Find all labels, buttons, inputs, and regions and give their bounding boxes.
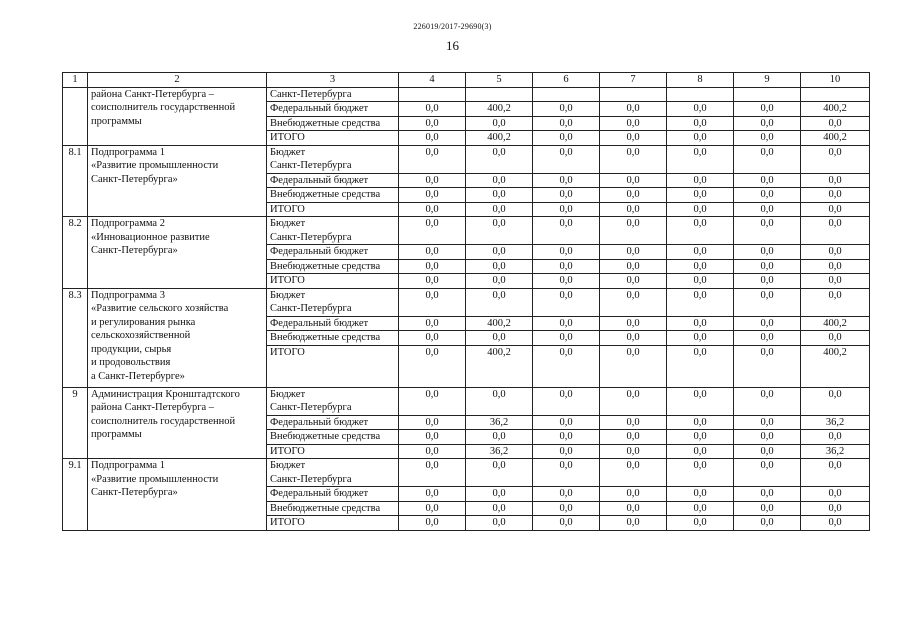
amount-cell: 36,2: [801, 415, 870, 430]
amount-cell: 0,0: [533, 487, 600, 502]
amount-cell: 0,0: [667, 259, 734, 274]
amount-cell: 0,0: [734, 259, 801, 274]
amount-cell: 0,0: [533, 331, 600, 346]
amount-cell: 0,0: [533, 501, 600, 516]
amount-cell: [667, 87, 734, 102]
amount-cell: 0,0: [734, 501, 801, 516]
amount-cell: 0,0: [667, 345, 734, 387]
amount-cell: 0,0: [600, 145, 667, 173]
amount-cell: 0,0: [399, 444, 466, 459]
amount-cell: 0,0: [600, 131, 667, 146]
amount-cell: 0,0: [734, 444, 801, 459]
amount-cell: 0,0: [667, 459, 734, 487]
amount-cell: 0,0: [399, 217, 466, 245]
amount-cell: 0,0: [801, 430, 870, 445]
amount-cell: 0,0: [533, 345, 600, 387]
amount-cell: 0,0: [600, 288, 667, 316]
amount-cell: 0,0: [667, 188, 734, 203]
amount-cell: 0,0: [734, 387, 801, 415]
executor-name-line: «Развитие промышленности: [91, 160, 219, 171]
table-row: [63, 459, 870, 487]
amount-cell: 0,0: [667, 501, 734, 516]
amount-cell: 0,0: [667, 331, 734, 346]
amount-cell: 400,2: [466, 345, 533, 387]
executor-name: [88, 145, 267, 217]
amount-cell: 0,0: [533, 288, 600, 316]
funding-source: Бюджет Санкт-Петербурга: [267, 288, 399, 316]
amount-cell: 0,0: [600, 173, 667, 188]
amount-cell: 0,0: [600, 217, 667, 245]
amount-cell: 0,0: [801, 501, 870, 516]
amount-cell: 0,0: [466, 202, 533, 217]
amount-cell: 36,2: [466, 415, 533, 430]
amount-cell: 0,0: [466, 173, 533, 188]
amount-cell: 0,0: [667, 415, 734, 430]
amount-cell: 0,0: [600, 444, 667, 459]
amount-cell: 0,0: [734, 516, 801, 531]
amount-cell: [600, 87, 667, 102]
column-number-row: [63, 73, 870, 88]
funding-source: Федеральный бюджет: [267, 173, 399, 188]
executor-name-line: а Санкт-Петербурге»: [91, 370, 185, 382]
table-row: [63, 217, 870, 245]
executor-name-line: программы: [91, 115, 142, 127]
amount-cell: 0,0: [667, 116, 734, 131]
table-row: [63, 387, 870, 415]
amount-cell: 0,0: [734, 487, 801, 502]
amount-cell: 0,0: [533, 202, 600, 217]
amount-cell: 0,0: [466, 217, 533, 245]
amount-cell: 0,0: [399, 430, 466, 445]
row-number: 9.1: [63, 459, 88, 531]
amount-cell: 0,0: [801, 288, 870, 316]
amount-cell: 0,0: [466, 430, 533, 445]
column-number: 8: [667, 73, 734, 88]
funding-source: ИТОГО: [267, 274, 399, 289]
amount-cell: 0,0: [466, 116, 533, 131]
amount-cell: 0,0: [600, 102, 667, 117]
funding-source: Бюджет Санкт-Петербурга: [267, 145, 399, 173]
amount-cell: 0,0: [399, 415, 466, 430]
amount-cell: 0,0: [734, 173, 801, 188]
amount-cell: [466, 87, 533, 102]
amount-cell: 0,0: [600, 387, 667, 415]
executor-name: [88, 459, 267, 531]
executor-name-line: Санкт-Петербурга»: [91, 245, 178, 256]
amount-cell: 0,0: [466, 188, 533, 203]
amount-cell: 0,0: [801, 245, 870, 260]
amount-cell: 0,0: [600, 202, 667, 217]
amount-cell: 0,0: [667, 102, 734, 117]
column-number: 7: [600, 73, 667, 88]
column-number: 9: [734, 73, 801, 88]
amount-cell: 0,0: [801, 188, 870, 203]
amount-cell: 0,0: [466, 501, 533, 516]
amount-cell: 0,0: [667, 131, 734, 146]
amount-cell: 0,0: [734, 202, 801, 217]
amount-cell: 0,0: [533, 131, 600, 146]
amount-cell: 0,0: [466, 331, 533, 346]
amount-cell: 0,0: [533, 459, 600, 487]
amount-cell: 0,0: [600, 459, 667, 487]
funding-source: Федеральный бюджет: [267, 102, 399, 117]
amount-cell: 0,0: [466, 274, 533, 289]
amount-cell: 0,0: [801, 459, 870, 487]
executor-name-line: Подпрограмма 1: [91, 460, 165, 471]
amount-cell: 0,0: [801, 202, 870, 217]
row-number: 9: [63, 387, 88, 459]
amount-cell: 0,0: [399, 173, 466, 188]
amount-cell: 0,0: [734, 116, 801, 131]
amount-cell: 0,0: [533, 217, 600, 245]
executor-name: [88, 87, 267, 145]
amount-cell: 0,0: [399, 459, 466, 487]
amount-cell: 0,0: [399, 487, 466, 502]
executor-name-line: соисполнитель государственной: [91, 415, 236, 427]
amount-cell: 0,0: [399, 316, 466, 331]
executor-name-line: «Развитие промышленности: [91, 473, 219, 485]
amount-cell: [533, 87, 600, 102]
funding-source: ИТОГО: [267, 202, 399, 217]
amount-cell: 0,0: [399, 202, 466, 217]
amount-cell: 0,0: [600, 501, 667, 516]
table-row: [63, 87, 870, 102]
amount-cell: 0,0: [533, 259, 600, 274]
amount-cell: 0,0: [399, 516, 466, 531]
amount-cell: 0,0: [466, 459, 533, 487]
amount-cell: 0,0: [399, 116, 466, 131]
amount-cell: 0,0: [399, 145, 466, 173]
funding-source: ИТОГО: [267, 131, 399, 146]
amount-cell: 0,0: [533, 245, 600, 260]
table-row: [63, 145, 870, 173]
amount-cell: 0,0: [801, 274, 870, 289]
amount-cell: 0,0: [600, 487, 667, 502]
amount-cell: 0,0: [801, 331, 870, 346]
funding-source: Санкт-Петербурга: [267, 87, 399, 102]
amount-cell: 0,0: [533, 387, 600, 415]
row-number: 8.1: [63, 145, 88, 217]
amount-cell: 0,0: [734, 131, 801, 146]
amount-cell: 0,0: [734, 217, 801, 245]
row-number: [63, 87, 88, 145]
amount-cell: 0,0: [466, 288, 533, 316]
amount-cell: 0,0: [667, 444, 734, 459]
amount-cell: 0,0: [801, 387, 870, 415]
amount-cell: 0,0: [466, 516, 533, 531]
table-row: [63, 288, 870, 316]
executor-name-line: Подпрограмма 2: [91, 218, 165, 229]
amount-cell: 0,0: [533, 173, 600, 188]
amount-cell: 0,0: [801, 487, 870, 502]
amount-cell: 0,0: [466, 259, 533, 274]
funding-source: ИТОГО: [267, 345, 399, 387]
amount-cell: 0,0: [533, 415, 600, 430]
executor-name-line: соисполнитель государственной: [91, 102, 236, 113]
amount-cell: 0,0: [600, 245, 667, 260]
column-number: 2: [88, 73, 267, 88]
amount-cell: 0,0: [734, 316, 801, 331]
funding-source: Внебюджетные средства: [267, 331, 399, 346]
executor-name-line: «Инновационное развитие: [91, 231, 210, 243]
executor-name-line: Подпрограмма 1: [91, 146, 165, 158]
executor-name-line: продукции, сырья: [91, 343, 172, 355]
amount-cell: 0,0: [801, 173, 870, 188]
amount-cell: 0,0: [801, 259, 870, 274]
column-number: 5: [466, 73, 533, 88]
funding-source: Федеральный бюджет: [267, 487, 399, 502]
amount-cell: 0,0: [667, 516, 734, 531]
column-number: 6: [533, 73, 600, 88]
amount-cell: 0,0: [399, 259, 466, 274]
amount-cell: 0,0: [734, 415, 801, 430]
amount-cell: 0,0: [734, 331, 801, 346]
amount-cell: 400,2: [801, 345, 870, 387]
amount-cell: [399, 87, 466, 102]
amount-cell: 0,0: [734, 145, 801, 173]
amount-cell: 0,0: [533, 430, 600, 445]
funding-source: Федеральный бюджет: [267, 316, 399, 331]
funding-source: Внебюджетные средства: [267, 116, 399, 131]
amount-cell: 400,2: [466, 131, 533, 146]
executor-name-line: Администрация Кронштадтского: [91, 388, 240, 400]
amount-cell: 0,0: [667, 245, 734, 260]
amount-cell: 0,0: [801, 516, 870, 531]
amount-cell: 0,0: [600, 274, 667, 289]
amount-cell: 0,0: [533, 516, 600, 531]
amount-cell: 400,2: [801, 316, 870, 331]
amount-cell: 0,0: [399, 331, 466, 346]
amount-cell: 0,0: [399, 501, 466, 516]
funding-source: Федеральный бюджет: [267, 415, 399, 430]
amount-cell: 0,0: [801, 145, 870, 173]
executor-name-line: программы: [91, 429, 142, 440]
column-number: 1: [63, 73, 88, 88]
amount-cell: 0,0: [466, 487, 533, 502]
amount-cell: 0,0: [533, 188, 600, 203]
amount-cell: 0,0: [600, 430, 667, 445]
executor-name-line: Подпрограмма 3: [91, 289, 165, 301]
amount-cell: 0,0: [667, 487, 734, 502]
amount-cell: 0,0: [734, 102, 801, 117]
amount-cell: 0,0: [734, 288, 801, 316]
amount-cell: 36,2: [801, 444, 870, 459]
amount-cell: 0,0: [399, 274, 466, 289]
amount-cell: 0,0: [533, 145, 600, 173]
amount-cell: [801, 87, 870, 102]
amount-cell: 0,0: [533, 116, 600, 131]
column-number: 4: [399, 73, 466, 88]
amount-cell: 0,0: [667, 288, 734, 316]
document-number: 226019/2017-29690(3): [413, 22, 492, 31]
amount-cell: 36,2: [466, 444, 533, 459]
amount-cell: 0,0: [667, 217, 734, 245]
amount-cell: 400,2: [466, 316, 533, 331]
amount-cell: 0,0: [466, 245, 533, 260]
funding-source: ИТОГО: [267, 516, 399, 531]
amount-cell: 0,0: [399, 387, 466, 415]
row-number: 8.2: [63, 217, 88, 289]
amount-cell: 0,0: [600, 516, 667, 531]
amount-cell: 0,0: [399, 102, 466, 117]
amount-cell: 0,0: [600, 316, 667, 331]
row-number: 8.3: [63, 288, 88, 387]
amount-cell: 0,0: [533, 274, 600, 289]
amount-cell: 0,0: [399, 288, 466, 316]
executor-name-line: Санкт-Петербурга»: [91, 487, 178, 498]
amount-cell: 0,0: [734, 430, 801, 445]
amount-cell: 0,0: [734, 459, 801, 487]
amount-cell: 0,0: [533, 444, 600, 459]
amount-cell: 0,0: [734, 245, 801, 260]
funding-source: Бюджет Санкт-Петербурга: [267, 217, 399, 245]
amount-cell: 0,0: [600, 188, 667, 203]
amount-cell: 0,0: [466, 145, 533, 173]
amount-cell: 0,0: [533, 316, 600, 331]
amount-cell: 0,0: [667, 202, 734, 217]
amount-cell: 0,0: [399, 345, 466, 387]
amount-cell: 0,0: [533, 102, 600, 117]
funding-source: Внебюджетные средства: [267, 259, 399, 274]
amount-cell: 0,0: [600, 259, 667, 274]
page-number: 16: [446, 38, 459, 53]
funding-source: Бюджет Санкт-Петербурга: [267, 459, 399, 487]
amount-cell: [734, 87, 801, 102]
amount-cell: 0,0: [734, 274, 801, 289]
amount-cell: 0,0: [667, 145, 734, 173]
amount-cell: 0,0: [801, 116, 870, 131]
executor-name-line: и регулирования рынка: [91, 316, 196, 328]
funding-source: Внебюджетные средства: [267, 501, 399, 516]
executor-name-line: и продовольствия: [91, 357, 171, 368]
amount-cell: 0,0: [667, 430, 734, 445]
amount-cell: 0,0: [667, 387, 734, 415]
amount-cell: 0,0: [801, 217, 870, 245]
amount-cell: 0,0: [667, 173, 734, 188]
amount-cell: 0,0: [600, 345, 667, 387]
funding-source: ИТОГО: [267, 444, 399, 459]
amount-cell: 0,0: [667, 274, 734, 289]
amount-cell: 0,0: [399, 131, 466, 146]
funding-source: Внебюджетные средства: [267, 188, 399, 203]
funding-source: Федеральный бюджет: [267, 245, 399, 260]
executor-name-line: Санкт-Петербурга»: [91, 173, 178, 185]
executor-name: [88, 288, 267, 387]
amount-cell: 400,2: [801, 131, 870, 146]
amount-cell: 0,0: [399, 188, 466, 203]
executor-name: [88, 217, 267, 289]
amount-cell: 0,0: [600, 415, 667, 430]
amount-cell: 400,2: [466, 102, 533, 117]
executor-name-line: района Санкт-Петербурга –: [91, 88, 215, 100]
executor-name-line: «Развитие сельского хозяйства: [91, 303, 229, 314]
amount-cell: 0,0: [466, 387, 533, 415]
budget-table: [62, 72, 870, 531]
amount-cell: 0,0: [600, 116, 667, 131]
amount-cell: 0,0: [399, 245, 466, 260]
amount-cell: 0,0: [734, 188, 801, 203]
funding-source: Внебюджетные средства: [267, 430, 399, 445]
executor-name: [88, 387, 267, 459]
amount-cell: 0,0: [600, 331, 667, 346]
amount-cell: 0,0: [667, 316, 734, 331]
executor-name-line: района Санкт-Петербурга –: [91, 402, 215, 413]
amount-cell: 0,0: [734, 345, 801, 387]
column-number: 10: [801, 73, 870, 88]
column-number: 3: [267, 73, 399, 88]
funding-source: Бюджет Санкт-Петербурга: [267, 387, 399, 415]
executor-name-line: сельскохозяйственной: [91, 330, 191, 341]
amount-cell: 400,2: [801, 102, 870, 117]
